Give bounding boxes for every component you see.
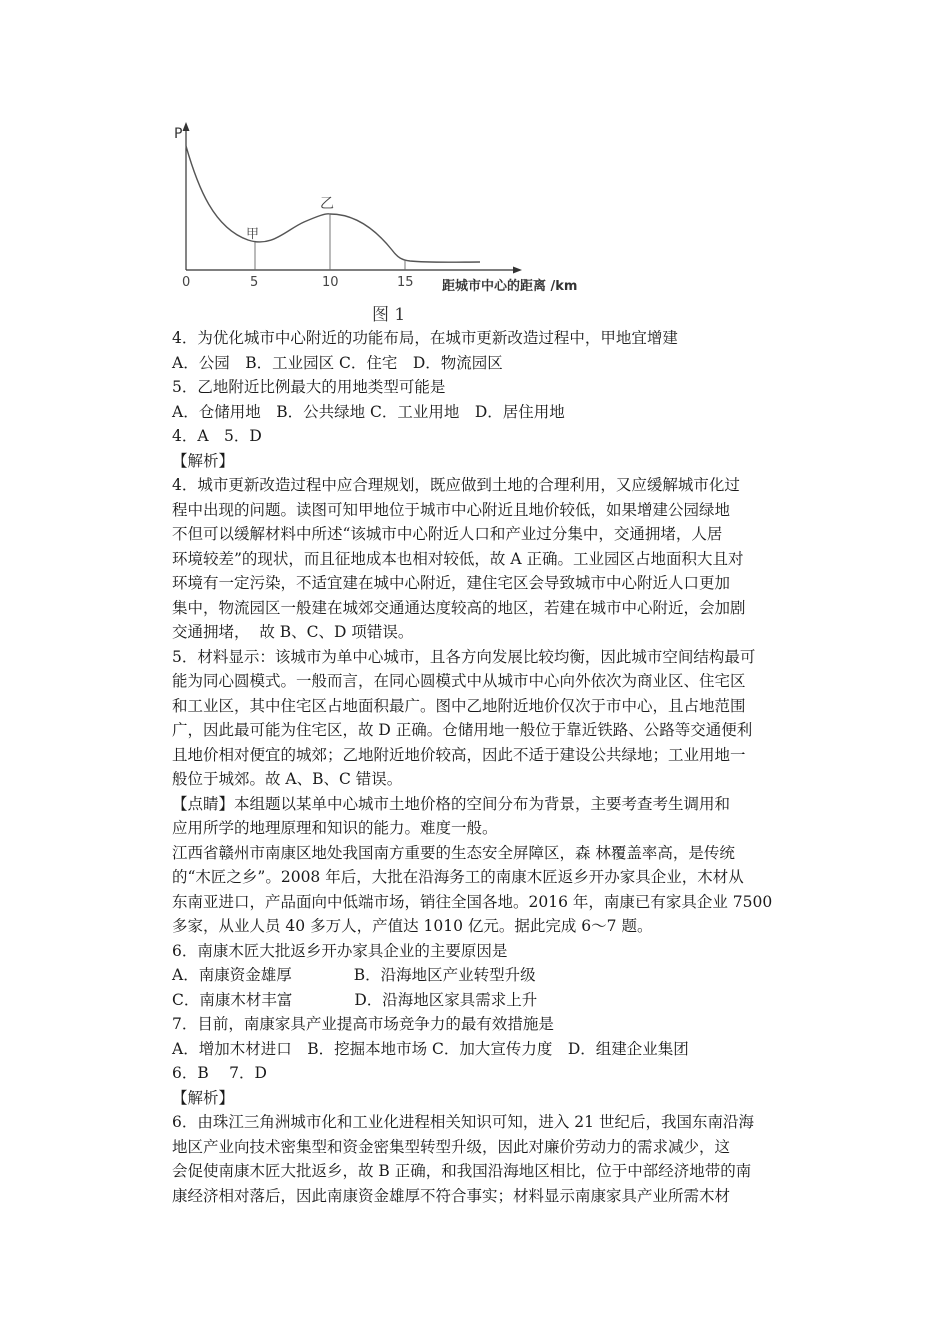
text-line: 东南亚进口，产品面向中低端市场，销往全国各地。2016 年，南康已有家具企业 7500	[172, 892, 773, 911]
text-line: 般位于城郊。故 A、B、C 错误。	[172, 770, 403, 788]
text-line: 地区产业向技术密集型和资金密集型转型升级，因此对廉价劳动力的需求减少，这	[172, 1137, 731, 1156]
text-line: 6．由珠江三角洲城市化和工业化进程相关知识可知，进入 21 世纪后，我国东南沿海	[172, 1113, 754, 1131]
land-price-figure	[170, 118, 610, 328]
text-line: 的“木匠之乡”。2008 年后，大批在沿海务工的南康木匠返乡开办家具企业，木材从	[172, 868, 744, 886]
text-line: 5．乙地附近比例最大的用地类型可能是	[172, 378, 446, 396]
text-line: 4．为优化城市中心附近的功能布局，在城市更新改造过程中，甲地宜增建	[172, 329, 678, 347]
text-line: 交通拥堵， 故 B、C、D 项错误。	[172, 623, 414, 641]
point-yi-label: 乙	[320, 196, 334, 212]
text-line: 能为同心圆模式。一般而言，在同心圆模式中从城市中心向外依次为商业区、住宅区	[172, 672, 746, 690]
y-axis-label: P	[174, 126, 183, 142]
x-tick-label: 15	[397, 275, 414, 290]
text-line: 康经济相对落后，因此南康资金雄厚不符合事实；材料显示南康家具产业所需木材	[172, 1186, 731, 1205]
text-line: 4．城市更新改造过程中应合理规划，既应做到土地的合理利用，又应缓解城市化过	[172, 476, 740, 494]
text-line: 多家，从业人员 40 多万人，产值达 1010 亿元。据此完成 6～7 题。	[172, 917, 653, 935]
text-line: 和工业区，其中住宅区占地面积最广。图中乙地附近地价仅次于市中心，且占地范围	[172, 696, 746, 715]
text-line: 广，因此最可能为住宅区，故 D 正确。仓储用地一般位于靠近铁路、公路等交通便利	[172, 721, 753, 739]
text-line: 4．A 5．D	[172, 427, 262, 445]
x-tick-label: 0	[182, 275, 191, 290]
x-axis-arrow	[513, 267, 522, 274]
text-line: 【点睛】本组题以某单中心城市土地价格的空间分布为背景，主要考查考生调用和	[172, 794, 731, 813]
text-line: 且地价相对便宜的城郊；乙地附近地价较高，因此不适于建设公共绿地；工业用地一	[172, 745, 746, 764]
text-line: 程中出现的问题。读图可知甲地位于城市中心附近且地价较低，如果增建公园绿地	[172, 500, 731, 519]
text-line: 6．南康木匠大批返乡开办家具企业的主要原因是	[172, 941, 508, 960]
text-line: A．仓储用地 B．公共绿地 C．工业用地 D．居住用地	[172, 402, 565, 421]
text-line: A．南康资金雄厚 B．沿海地区产业转型升级	[172, 966, 536, 984]
text-line: 环境有一定污染，不适宜建在城中心附近，建住宅区会导致城市中心附近人口更加	[172, 574, 731, 592]
text-line: 【解析】	[172, 1088, 235, 1107]
x-axis-label: 距城市中心的距离 /km	[442, 279, 578, 294]
figure-caption: 图 1	[372, 305, 406, 325]
text-line: 会促使南康木匠大批返乡，故 B 正确，和我国沿海地区相比，位于中部经济地带的南	[172, 1162, 752, 1180]
text-line: A．增加木材进口 B．挖掘本地市场 C．加大宣传力度 D．组建企业集团	[172, 1039, 689, 1058]
text-line: 【解析】	[172, 451, 235, 470]
text-line: 应用所学的地理原理和知识的能力。难度一般。	[172, 819, 498, 837]
text-line: 7．目前，南康家具产业提高市场竞争力的最有效措施是	[172, 1015, 554, 1033]
point-jia-label: 甲	[246, 227, 260, 242]
text-line: C．南康木材丰富 D．沿海地区家具需求上升	[172, 990, 538, 1009]
text-line: 5．材料显示：该城市为单中心城市，且各方向发展比较均衡，因此城市空间结构最可	[172, 647, 756, 666]
document-body	[172, 326, 812, 1208]
text-line: 江西省赣州市南康区地处我国南方重要的生态安全屏障区，森 林覆盖率高，是传统	[172, 843, 735, 862]
x-tick-label: 5	[250, 275, 259, 290]
text-line: A．公园 B．工业园区 C．住宅 D．物流园区	[172, 353, 503, 372]
x-tick-label: 10	[322, 275, 339, 290]
y-axis-arrow	[183, 122, 190, 131]
text-line: 环境较差”的现状，而且征地成本也相对较低，故 A 正确。工业园区占地面积大且对	[172, 549, 744, 568]
text-line: 不但可以缓解材料中所述“该城市中心附近人口和产业过分集中，交通拥堵，人居	[172, 525, 723, 543]
text-line: 集中，物流园区一般建在城郊交通通达度较高的地区，若建在城市中心附近，会加剧	[172, 598, 746, 617]
text-line: 6．B 7．D	[172, 1064, 267, 1082]
land-price-curve-chart	[170, 118, 610, 328]
